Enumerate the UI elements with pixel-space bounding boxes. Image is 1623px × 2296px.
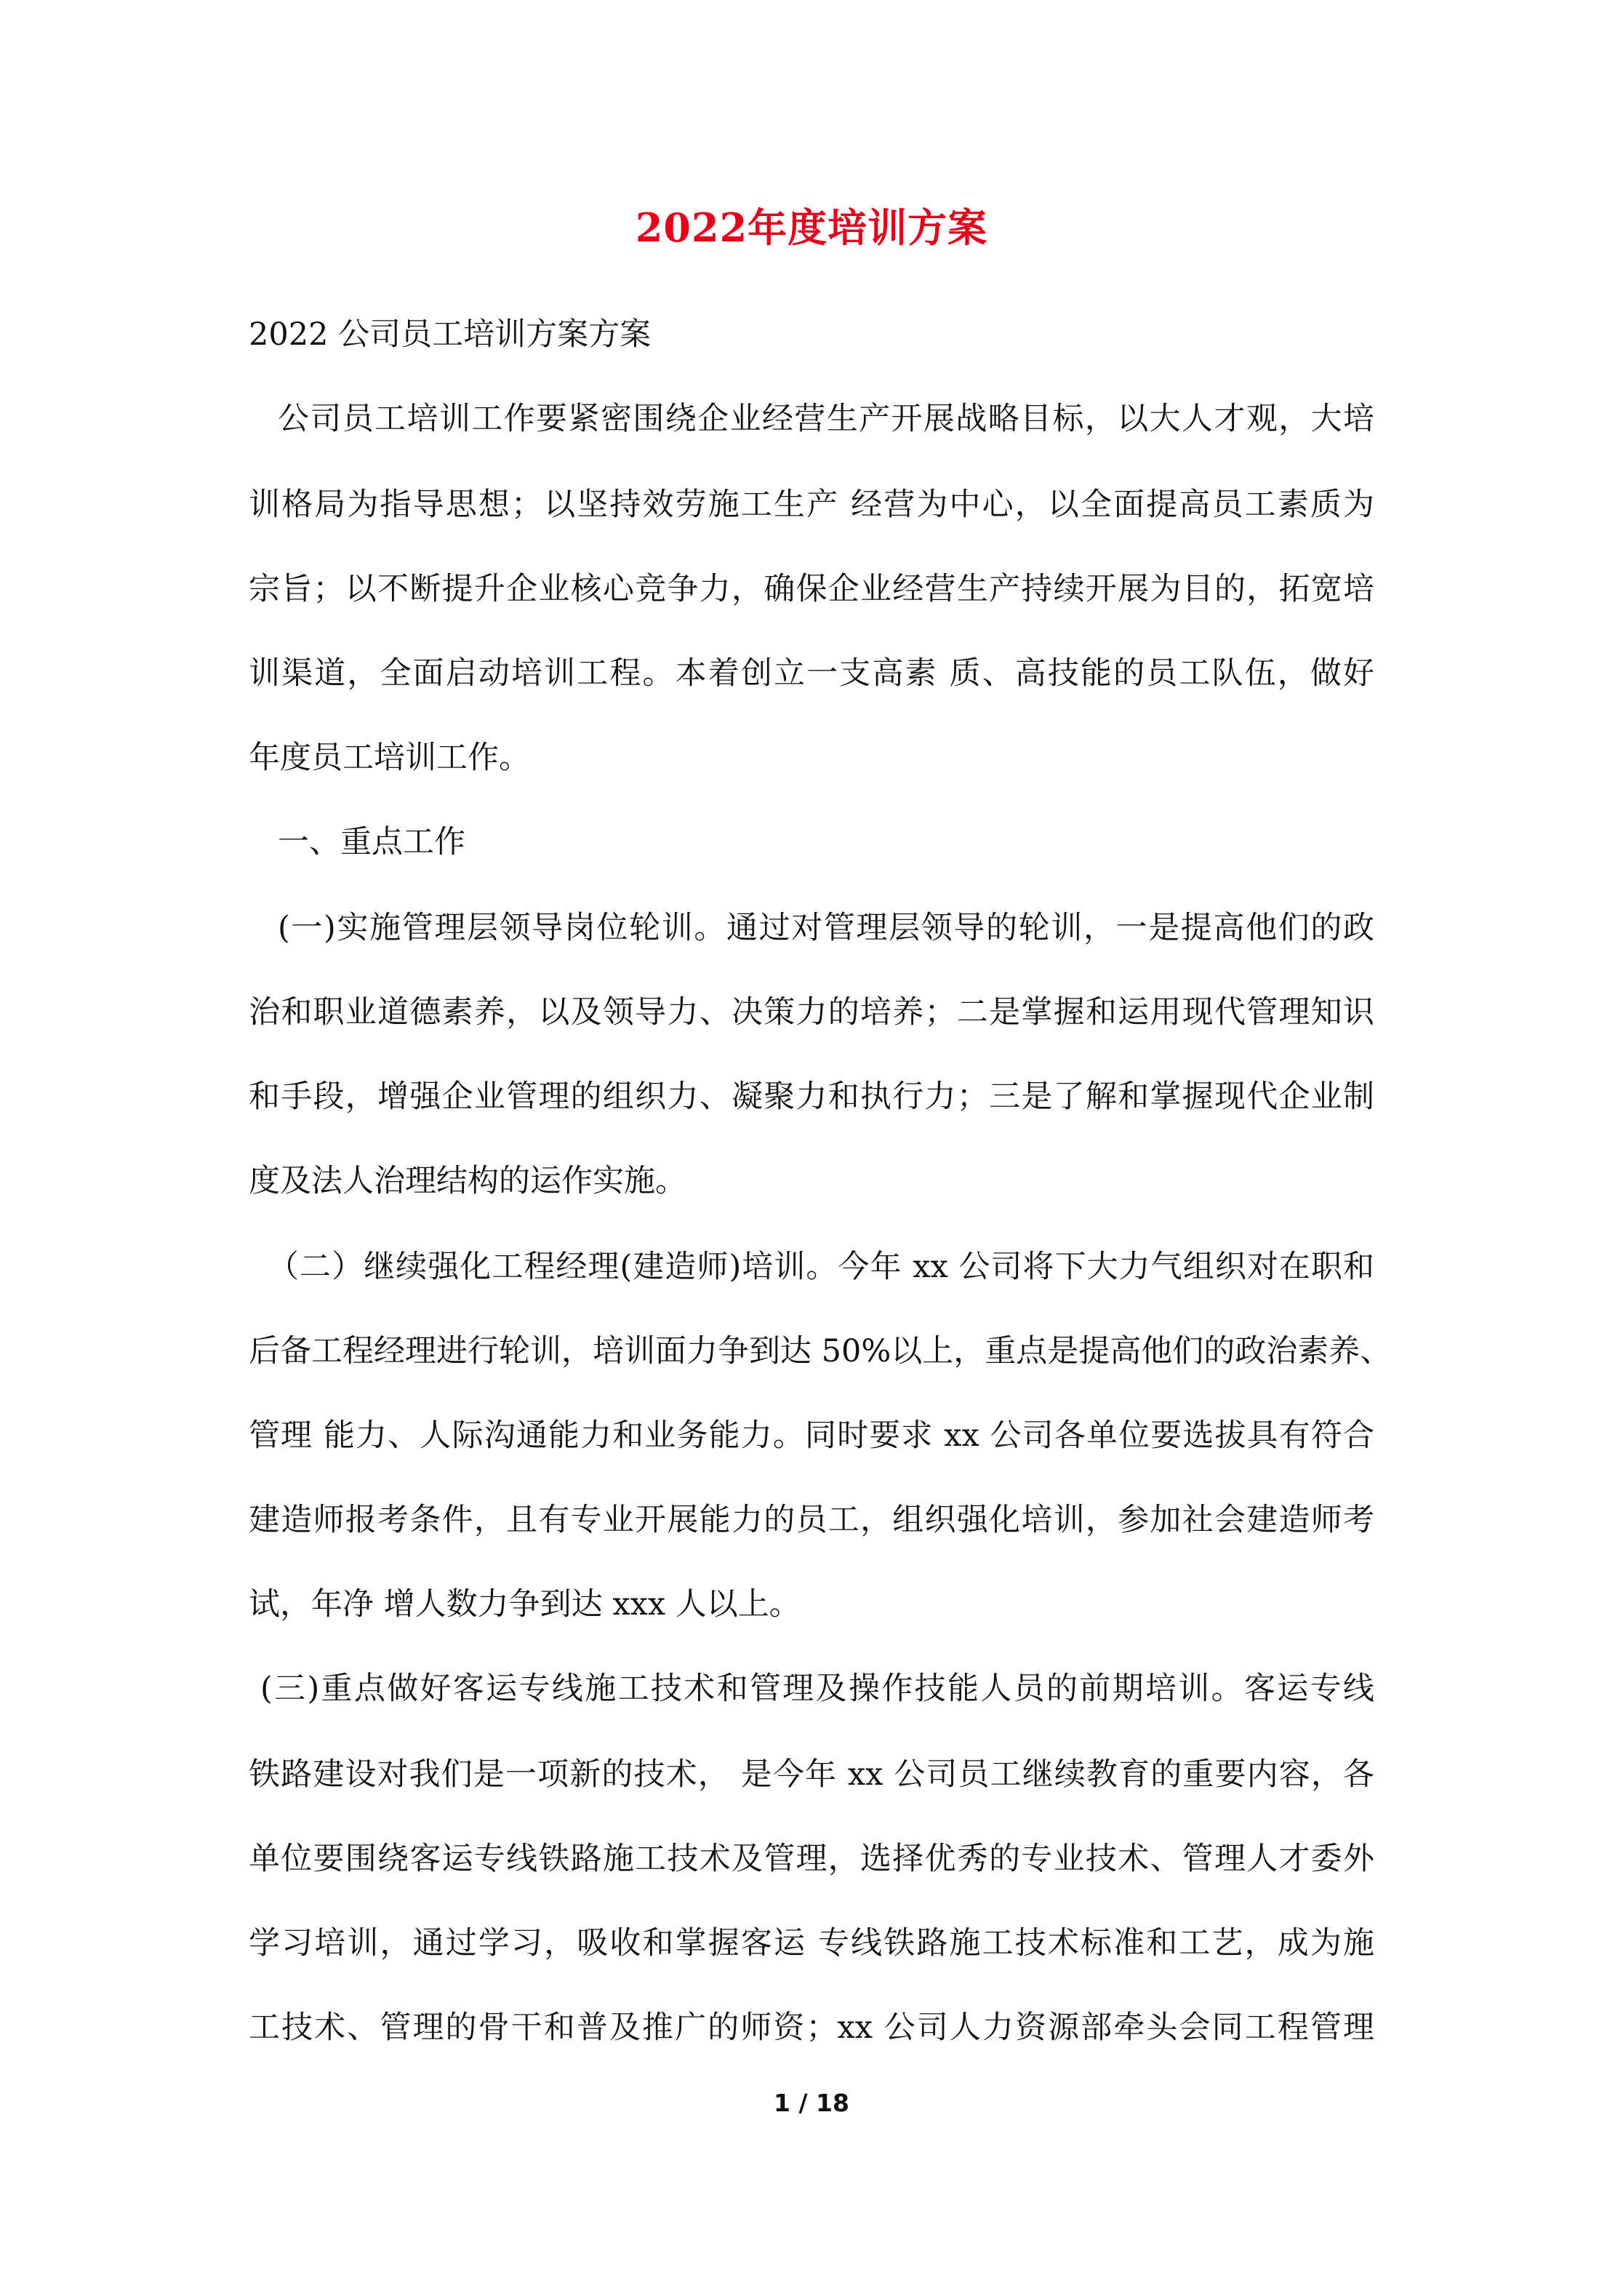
section-heading: 一、重点工作 [278, 824, 465, 860]
paragraph-line: 度及法人治理结构的运作实施。 [249, 1163, 686, 1199]
paragraph-line: (一)实施管理层领导岗位轮训。通过对管理层领导的轮训，一是提高他们的政 [278, 910, 1374, 946]
paragraph-line: 管理 能力、人际沟通能力和业务能力。同时要求 xx 公司各单位要选拔具有符合 [249, 1417, 1374, 1454]
paragraph-line: 工技术、管理的骨干和普及推广的师资；xx 公司人力资源部牵头会同工程管理 [249, 2009, 1374, 2046]
paragraph-line: 建造师报考条件，且有专业开展能力的员工，组织强化培训，参加社会建造师考 [249, 1502, 1374, 1538]
paragraph-line: 宗旨；以不断提升企业核心竞争力，确保企业经营生产持续开展为目的，拓宽培 [249, 571, 1374, 607]
paragraph-line: 治和职业道德素养，以及领导力、决策力的培养；二是掌握和运用现代管理知识 [249, 994, 1374, 1031]
paragraph-line: 训渠道，全面启动培训工程。本着创立一支高素 质、高技能的员工队伍，做好 [249, 655, 1374, 692]
paragraph-line: 训格局为指导思想；以坚持效劳施工生产 经营为中心，以全面提高员工素质为 [249, 487, 1374, 523]
paragraph-line: （二）继续强化工程经理(建造师)培训。今年 xx 公司将下大力气组织对在职和 [268, 1249, 1374, 1285]
page-number: 1 / 18 [774, 2089, 849, 2117]
paragraph-line: 单位要围绕客运专线铁路施工技术及管理，选择优秀的专业技术、管理人才委外 [249, 1841, 1374, 1877]
paragraph-line: 后备工程经理进行轮训，培训面力争到达 50%以上，重点是提高他们的政治素养、 [249, 1333, 1392, 1369]
paragraph-line: 铁路建设对我们是一项新的技术， 是今年 xx 公司员工继续教育的重要内容，各 [249, 1756, 1374, 1793]
paragraph-line: (三)重点做好客运专线施工技术和管理及操作技能人员的前期培训。客运专线 [260, 1671, 1374, 1707]
paragraph-line: 试，年净 增人数力争到达 xxx 人以上。 [249, 1586, 801, 1623]
subtitle-line: 2022 公司员工培训方案方案 [249, 316, 652, 353]
document-title: 2022年度培训方案 [635, 204, 988, 251]
paragraph-line: 公司员工培训工作要紧密围绕企业经营生产开展战略目标，以大人才观，大培 [278, 401, 1374, 437]
paragraph-line: 和手段，增强企业管理的组织力、凝聚力和执行力；三是了解和掌握现代企业制 [249, 1079, 1374, 1115]
paragraph-line: 年度员工培训工作。 [249, 740, 530, 776]
paragraph-line: 学习培训，通过学习，吸收和掌握客运 专线铁路施工技术标准和工艺，成为施 [249, 1925, 1374, 1961]
